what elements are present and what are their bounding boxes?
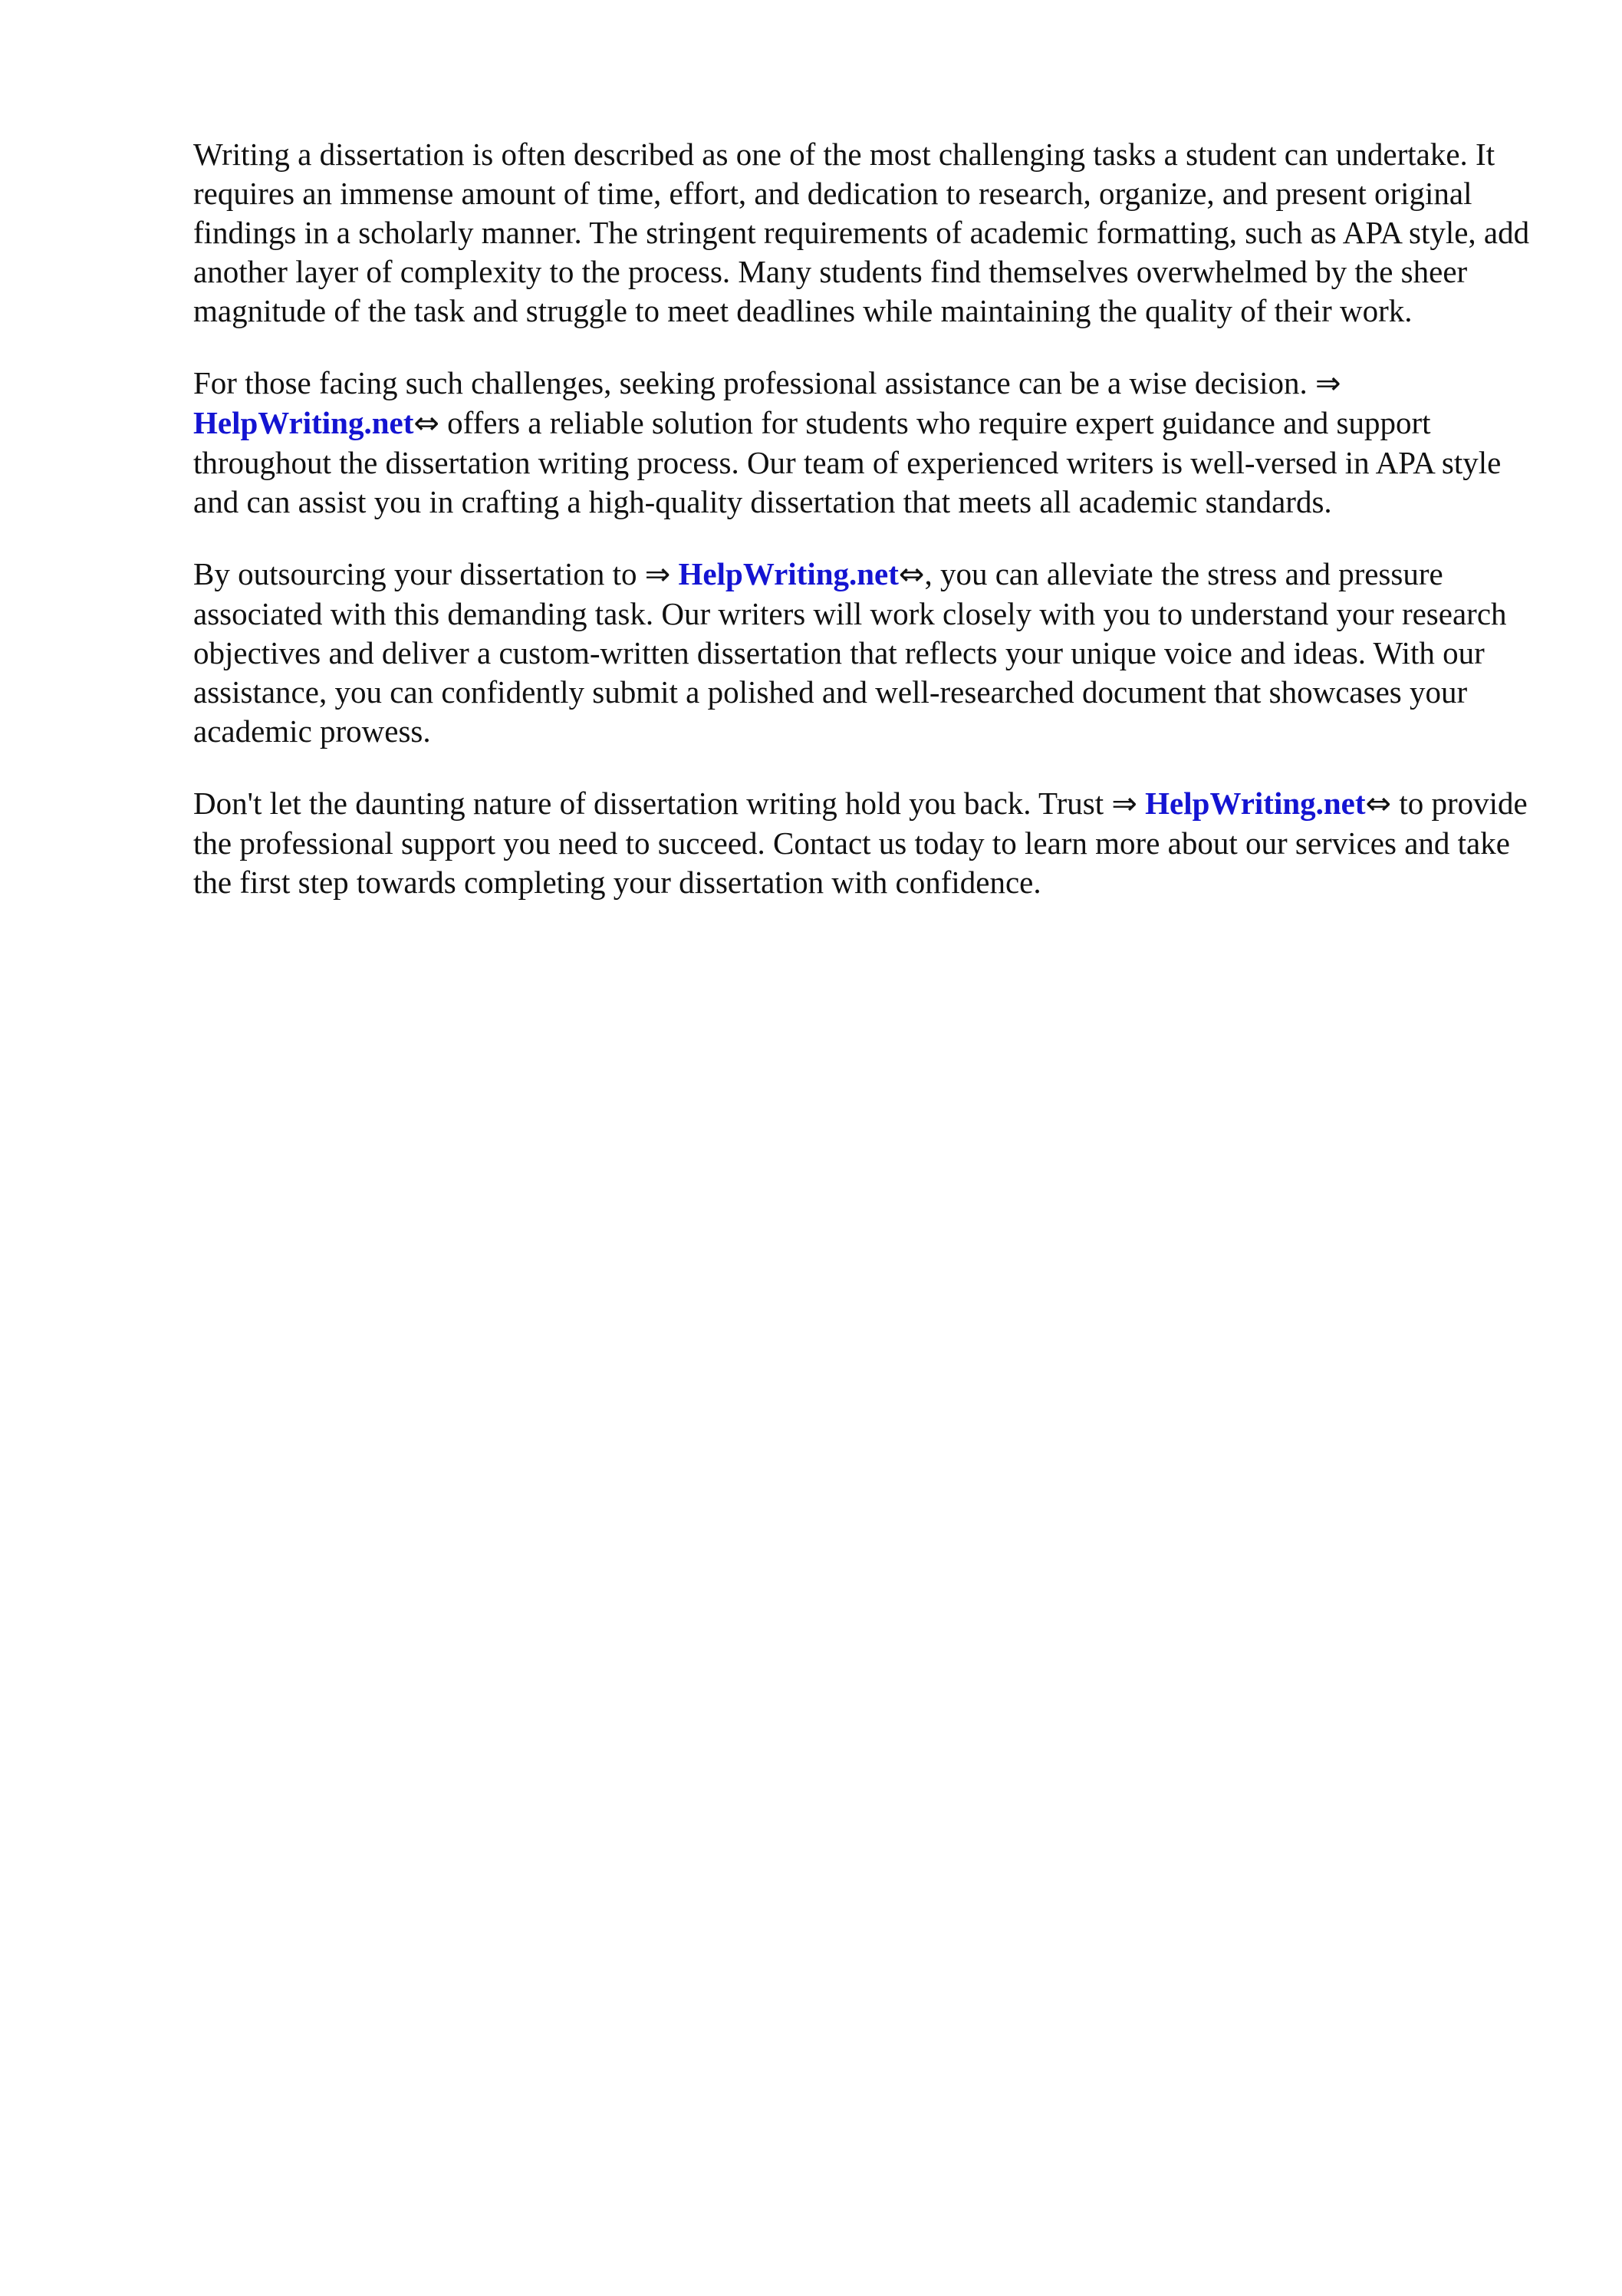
- paragraph-outsourcing-text-after: , you can alleviate the stress and pressure associated with this demanding task. Our writers will work closely with you to understand your research objectives and deliver a custom-written dissertation that reflects your unique voice and ideas. With our assistance, you can confidently submit a polished and well-researched document that showcases your academic prowess.: [193, 556, 1507, 749]
- paragraph-outsourcing: [193, 555, 1535, 751]
- paragraph-trust: [193, 784, 1535, 902]
- arrow-both-icon: ⇔: [898, 557, 925, 592]
- paragraph-intro-text: Writing a dissertation is often described as one of the most challenging tasks a student can undertake. It requires an immense amount of time, effort, and dedication to research, organize, and present original findings in a scholarly manner. The stringent requirements of academic formatting, such as APA style, add another layer of complexity to the process. Many students find themselves overwhelmed by the sheer magnitude of the task and struggle to meet deadlines while maintaining the quality of their work.: [193, 137, 1530, 328]
- paragraph-outsourcing-text-before: By outsourcing your dissertation to: [193, 556, 645, 591]
- arrow-right-icon: ⇒: [1111, 786, 1137, 822]
- helpwriting-link[interactable]: HelpWriting.net: [1145, 786, 1366, 821]
- paragraph-assistance-text-before: For those facing such challenges, seeking professional assistance can be a wise decision.: [193, 365, 1316, 400]
- paragraph-intro: [193, 135, 1535, 331]
- paragraph-assistance: [193, 364, 1535, 522]
- arrow-right-icon: ⇒: [644, 557, 671, 592]
- helpwriting-link[interactable]: HelpWriting.net: [193, 405, 414, 440]
- arrow-both-icon: ⇔: [1365, 786, 1392, 822]
- helpwriting-link[interactable]: HelpWriting.net: [678, 556, 899, 591]
- paragraph-assistance-text-after: offers a reliable solution for students who require expert guidance and support throughout the dissertation writing process. Our team of experienced writers is well-versed in APA style and can assist you in crafting a high-quality dissertation that meets all academic standards.: [193, 405, 1502, 519]
- paragraph-trust-text-before: Don't let the daunting nature of dissertation writing hold you back. Trust: [193, 786, 1112, 821]
- arrow-right-icon: ⇒: [1315, 366, 1341, 401]
- paragraph-trust-text-after: to provide the professional support you need to succeed. Contact us today to learn more about our services and take the first step towards completing your dissertation with confidence.: [193, 786, 1528, 900]
- arrow-both-icon: ⇔: [413, 406, 439, 441]
- document-body: [193, 135, 1535, 935]
